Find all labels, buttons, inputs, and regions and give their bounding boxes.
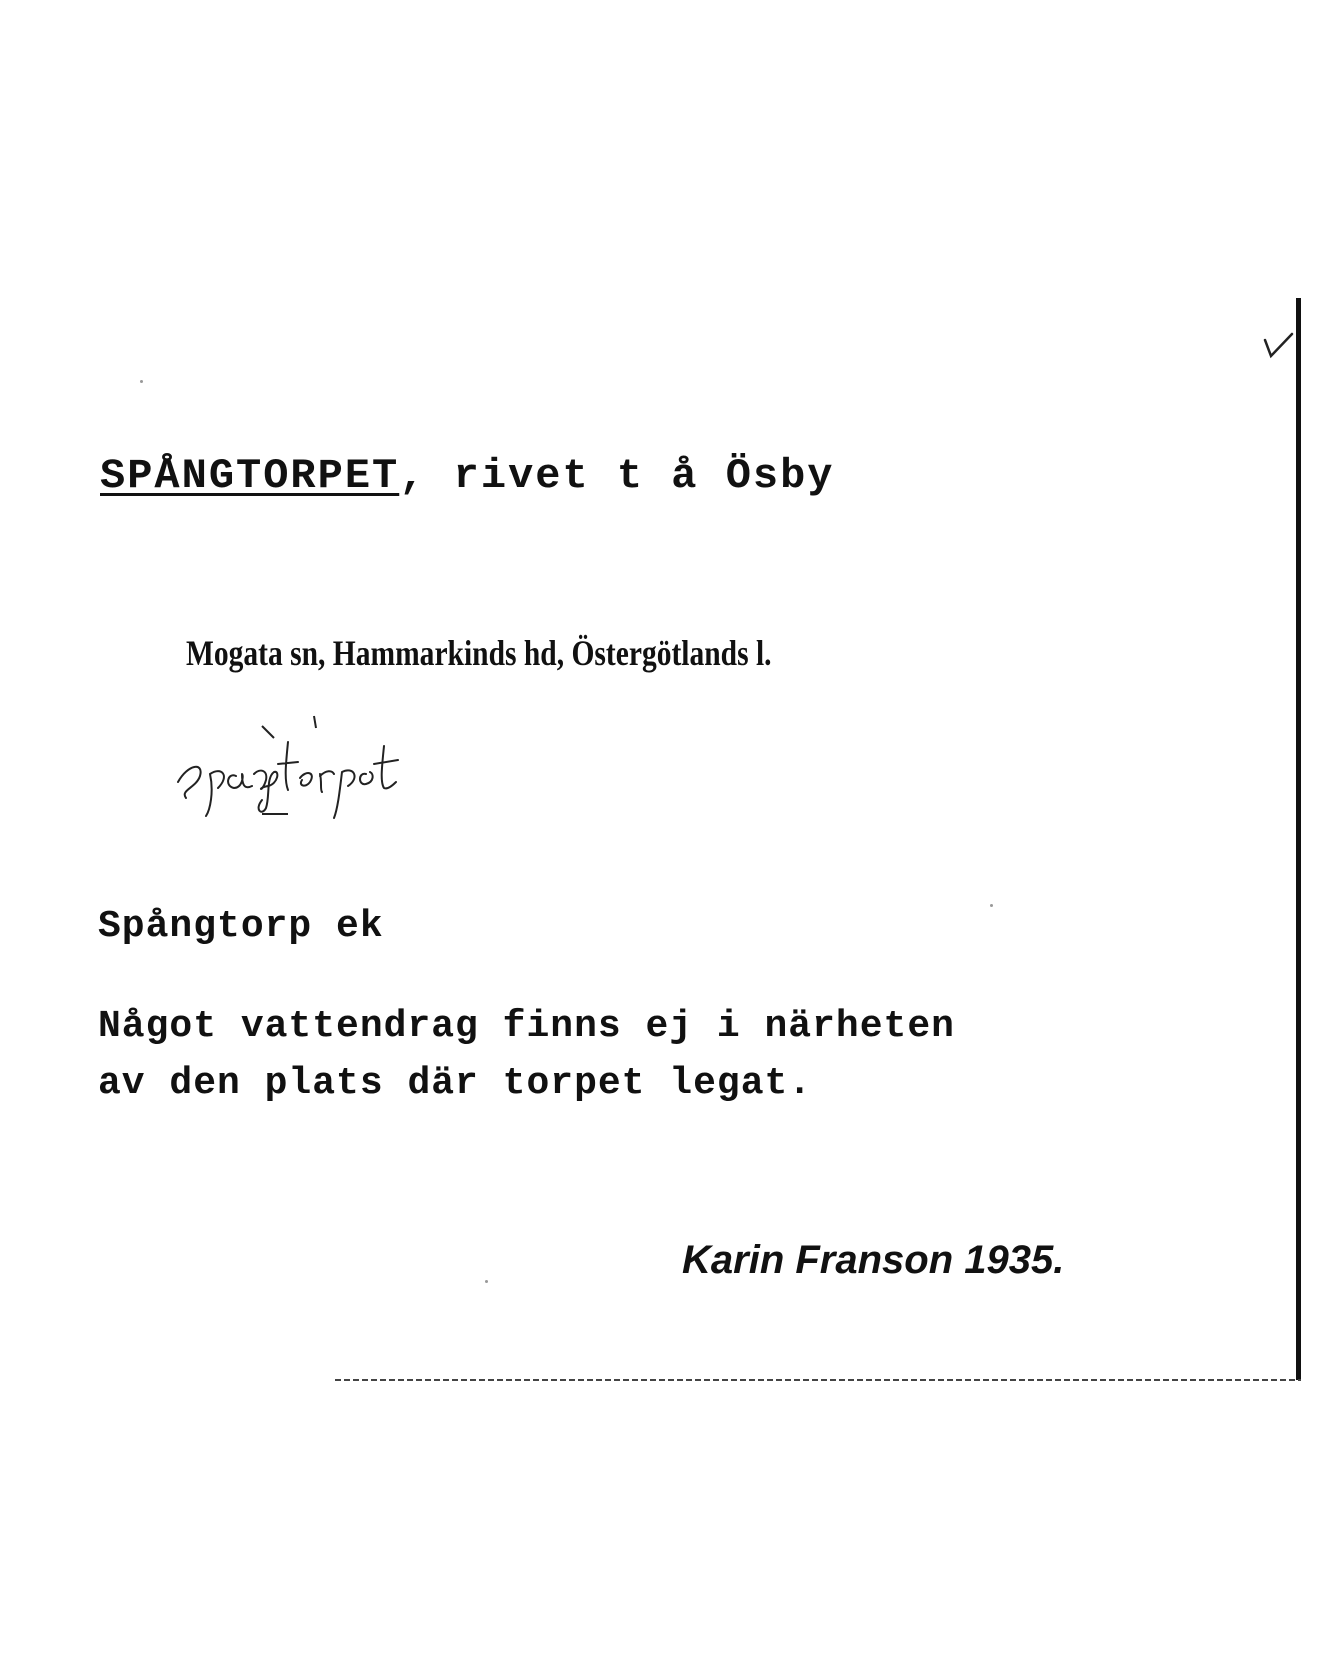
- check-mark-icon: [1262, 332, 1296, 360]
- paper-speck: [485, 1280, 488, 1283]
- variant-name: Spångtorp ek: [98, 905, 384, 948]
- place-heading: [100, 452, 835, 500]
- note-line-2: av den plats där torpet legat.: [98, 1062, 813, 1105]
- paper-speck: [140, 380, 143, 383]
- card-border-bottom: [335, 1379, 1301, 1381]
- location-line: Mogata sn, Hammarkinds hd, Östergötlands l.: [186, 633, 772, 673]
- note-line-1: Något vattendrag finns ej i närheten: [98, 1005, 955, 1048]
- handwritten-name-text: spångtörpet: [170, 712, 175, 713]
- paper-speck: [990, 904, 993, 907]
- place-description: , rivet t å Ösby: [399, 452, 835, 500]
- collector-signature: Karin Franson 1935.: [682, 1238, 1065, 1282]
- card-border-right: [1296, 298, 1301, 1380]
- handwritten-name: [170, 712, 530, 822]
- place-name: SPÅNGTORPET: [100, 452, 400, 500]
